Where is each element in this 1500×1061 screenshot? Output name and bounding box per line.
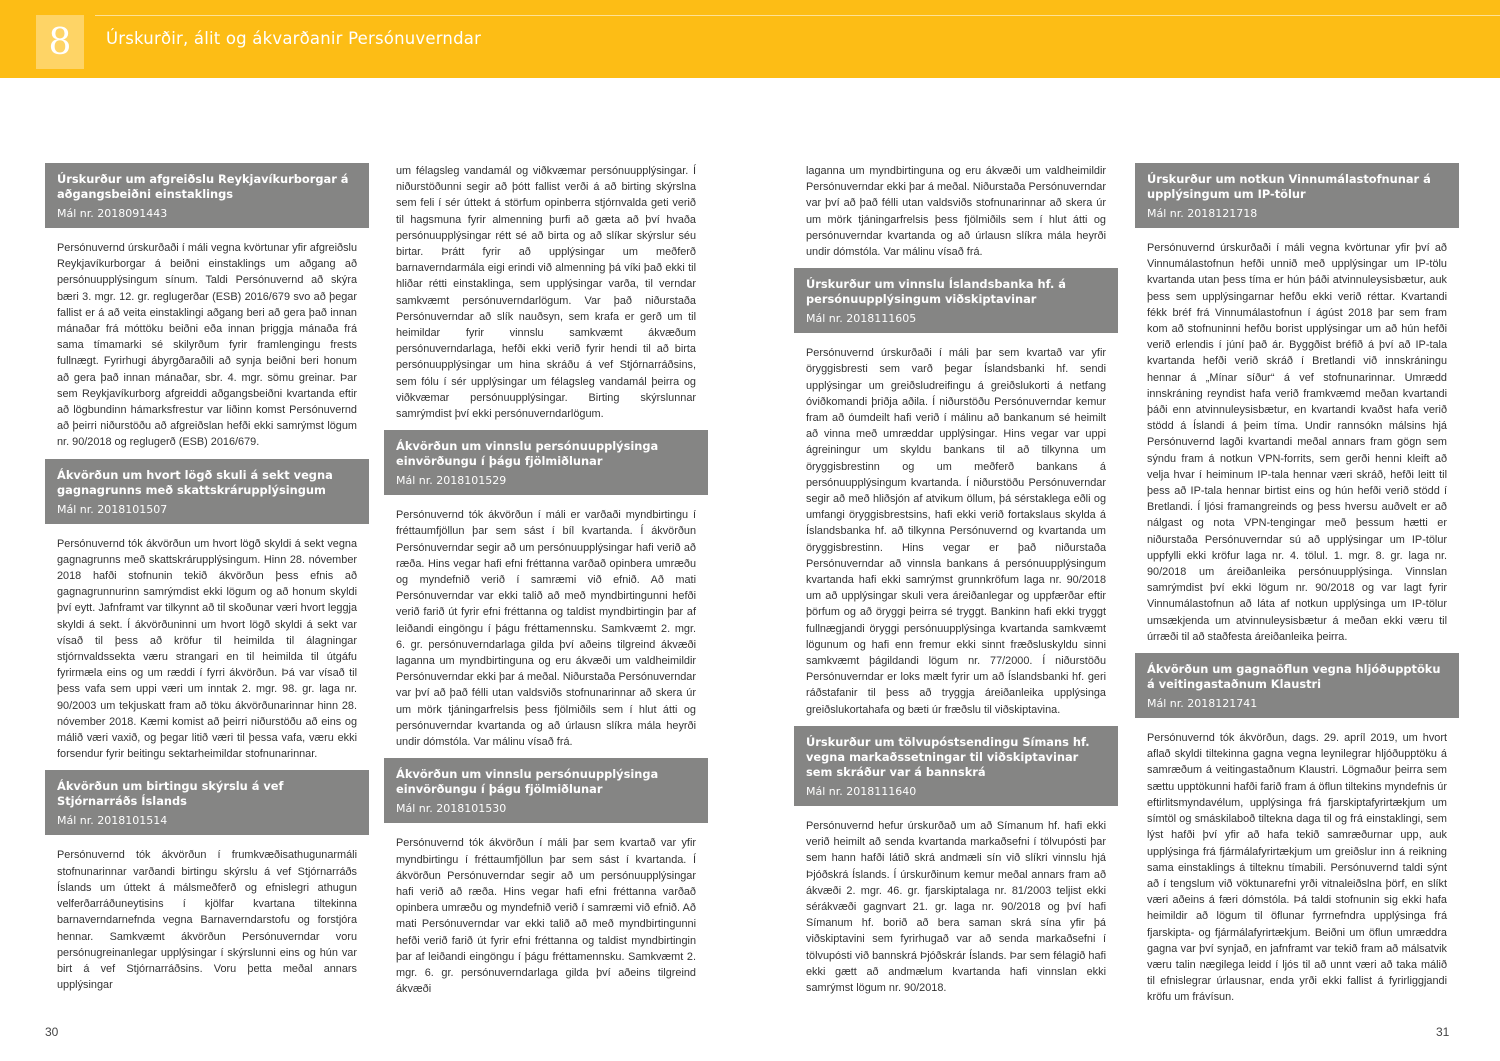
section-title: Úrskurður um notkun Vinnumálastofnunar á upplýsingum um IP-tölur [1147,172,1431,201]
chapter-title: Úrskurðir, álit og ákvarðanir Persónuverndar [106,29,482,48]
chapter-number-box [36,15,84,69]
section-body: Persónuvernd úrskurðaði í máli vegna kvörtunar yfir afgreiðslu Reykjavíkurborgar á beiðni einstaklings um aðgang að persónuupplýsingum sínum. Taldi Persónuvernd að skýra bæri 3. mgr. 12. gr. reglugerðar (ESB) 2016/679 svo að þegar fallist er á að veita einstaklingi aðgang beri að gera það innan mánaðar frá móttöku beiðni eða innan þriggja mánaða frá sama tímamarki sé skilyrðum fyrir framlengingu frests fullnægt. Fyrirhugi ábyrgðaraðili að synja beiðni beri honum að gera það innan mánaðar, sbr. 4. mgr. sömu greinar. Þar sem Reykjavíkurborg afgreiddi aðgangsbeiðni kvartanda eftir að lögbundinn hámarksfrestur var liðinn komst Persónuvernd að þeirri niðurstöðu að afgreiðslan hefði ekki samrýmst lögum nr. 90/2018 og reglugerð (ESB) 2016/679. [57,242,357,449]
section-title: Ákvörðun um vinnslu persónuupplýsinga einvörðungu í þágu fjölmiðlunar [396,767,659,797]
section-body: Persónuvernd tók ákvörðun í máli er varðaði myndbirtingu í fréttaumfjöllun þar sem sást í bíl kvartanda. Í ákvörðun Persónuverndar segir að um persónuupplýsingar hafi verið að ræða. Hins vegar hafi efni fréttanna varðað opinbera umræðu og myndefnið verið í samræmi við efnið. Að mati Persónuverndar var ekki talið að með myndbirtingunni hefði verið farið út fyrir efni fréttanna og taldist myndbirtingin þar af leiðandi eingöngu í þágu fréttamennsku. Samkvæmt 2. mgr. 6. gr. persónuverndarlaga gilda því aðeins tilgreind ákvæði laganna um myndbirtinguna og eru ákvæði um valdheimildir Persónuverndar ekki þar á meðal. Niðurstaða Persónuverndar var því að það félli utan valdsviðs stofnunarinnar að skera úr um mörk tjáningarfrelsis þess fjölmiðils sem í hlut átti og persónuverndar kvartanda og að úrlausn slíkra mála heyrði undir dómstóla. Var málinu vísað frá. [396,509,696,749]
section-title: Úrskurður um vinnslu Íslandsbanka hf. á persónuupplýsingum viðskiptavinar [806,277,1066,307]
section-title: Ákvörðun um gagnaöflun vegna hljóðupptöku á veitingastaðnum Klaustri [1147,662,1441,692]
continued-text: laganna um myndbirtinguna og eru ákvæði um valdheimildir Persónuverndar ekki þar á meðal. Niðurstaða Persónuverndar var því að það félli utan valdsviðs stofnunarinnar að skera úr um mörk tjáningarfrelsis þess fjölmiðils sem í hlut átti og persónuverndar kvartanda og að úrlausn slíkra mála heyrði undir dómstóla. Var málinu vísað frá. [806,165,1106,259]
section-body: Persónuvernd tók ákvörðun í máli þar sem kvartað var yfir myndbirtingu í fréttaumfjöllun þar sem sást í kvartanda. Í ákvörðun Persónuverndar segir að um persónuupplýsingar hafi verið að ræða. Hins vegar hafi efni fréttanna varðað opinbera umræðu og myndefnið verið í samræmi við efnið. Að mati Persónuverndar var ekki talið að með myndbirtingunni hefði verið farið út fyrir efni fréttanna og taldist myndbirtingin þar af leiðandi eingöngu í þágu fréttamennsku. Samkvæmt 2. mgr. 6. gr. persónuverndarlaga gilda því aðeins tilgreind ákvæði [396,837,696,996]
case-number: Mál nr. 2018111605 [806,312,917,326]
column-3 [794,163,1118,1004]
section-body: Persónuvernd úrskurðaði í máli vegna kvörtunar yfir því að Vinnumálastofnun hefði unnið með upplýsingar um IP-tölu kvartanda utan þess tíma er hún þáði atvinnuleysisbætur, auk þess sem upplýsingarnar hefðu ekki verið réttar. Kvartandi fékk bréf frá Vinnumálastofnun í ágúst 2018 þar sem fram kom að stofnuninni hefðu borist upplýsingar um að hún hefði verið erlendis í júní það ár. Byggðist bréfið á því að IP-tala kvartanda hefði verið skráð í Bretlandi við innskráningu hennar á „Mínar síður“ á vef stofnunarinnar. Umrædd innskráning reyndist hafa verið framkvæmd meðan kvartandi þáði enn atvinnuleysisbætur, en kvartandi kvaðst hafa verið stödd á Íslandi á þeim tíma. Undir rannsókn málsins hjá Persónuvernd lagði kvartandi meðal annars fram gögn sem sýndu fram á notkun VPN-forrits, sem gerði henni kleift að velja hvar í heiminum IP-tala hennar væri skráð, hefði leitt til þess að IP-tala hennar birtist eins og hún hefði verið stödd í Bretlandi. Í ljósi framangreinds og þess hversu auðvelt er að nálgast og nota VPN-tengingar með þessum hætti er niðurstaða Persónuverndar sú að upplýsingar um IP-tölur uppfylli ekki kröfur laga nr. 4. tölul. 1. mgr. 8. gr. laga nr. 90/2018 um áreiðanleika persónuupplýsinga. Vinnslan samrýmdist því ekki lögum nr. 90/2018 og var lagt fyrir Vinnumálastofnun að láta af notkun upplýsinga um IP-tölur umsækjenda um atvinnuleysisbætur á meðan ekki væru til úrræði til að staðfesta áreiðanleika þeirra. [1147,242,1447,643]
case-number: Mál nr. 2018101514 [57,814,168,828]
section-title: Ákvörðun um hvort lögð skuli á sekt vegna gagnagrunns með skattskrárupplýsingum [57,467,333,497]
section-header [794,726,1118,806]
section-title: Úrskurður um tölvupóstsendingu Símans hf. vegna markaðssetningar til viðskiptavinar sem skráður var á bannskrá [806,734,1090,779]
chapter-header-bar [0,0,1500,78]
section-header [45,459,369,524]
section-title: Ákvörðun um vinnslu persónuupplýsinga einvörðungu í þágu fjölmiðlunar [396,439,659,469]
case-number: Mál nr. 2018121718 [1147,207,1258,220]
section-header [1135,653,1459,718]
header-hairline [95,15,1500,16]
case-number: Mál nr. 2018121741 [1147,697,1258,711]
section-header [794,268,1118,333]
section-header [45,770,369,835]
page-number-right: 31 [1436,1025,1450,1039]
section-body: Persónuvernd tók ákvörðun um hvort lögð skyldi á sekt vegna gagnagrunns með skattskrárupplýsingum. Hinn 28. nóvember 2018 hafði stofnunin tekið ákvörðun þess efnis að gagnagrunnurinn samrýmdist ekki lögum og að honum skyldi því eytt. Jafnframt var tilkynnt að til skoðunar væri hvort leggja skyldi á sekt. Í ákvörðuninni um hvort lögð skyldi á sekt var vísað til þess að kröfur til heimilda til álagningar stjórnvaldssekta væru strangari en til heimilda til útgáfu fyrirmæla eins og um ræddi í fyrri ákvörðun. Þá var vísað til þess vafa sem uppi væri um inntak 2. mgr. 98. gr. laga nr. 90/2003 um tekjuskatt fram að töku ákvörðunarinnar hinn 28. nóvember 2018. Kæmi komist að þeirri niðurstöðu að eins og málið væri vaxið, og þegar litið væri til þessa vafa, væru ekki forsendur fyrir beitingu sektarheimildar stofnunarinnar. [57,537,357,761]
continued-text: um félagsleg vandamál og viðkvæmar persónuupplýsingar. Í niðurstöðunni segir að þótt fallist verði á að birting skýrslna sem feli í sér úttekt á störfum opinberra stjórnvalda geti verið til hagsmuna fyrir almenning þurfi að gæta að því hvaða persónuupplýsingar rétt sé að birta og að slíkar skýrslur séu birtar. Þrátt fyrir að upplýsingar um meðferð barnaverndarmála eigi erindi við almenning þá víki það ekki til hliðar rétti einstaklinga, sem upplýsingar varða, til verndar samkvæmt persónuverndarlögum. Var það niðurstaða Persónuverndar að slík nauðsyn, sem krafa er gerð um til heimildar fyrir vinnslu samkvæmt ákvæðum persónuverndarlaga, hefði ekki verið fyrir hendi til að birta persónuupplýsingar um hina skráðu á vef Stjórnarráðsins, sem fólu í sér upplýsingar um félagsleg vandamál þeirra og viðkvæmar persónuupplýsingar. Birting skýrslunnar samrýmdist því ekki persónuverndarlögum. [396,165,696,421]
case-number: Mál nr. 2018101507 [57,502,168,516]
section-title: Ákvörðun um birtingu skýrslu á vef Stjórnarráðs Íslands [57,779,284,809]
section-header [1135,163,1459,228]
case-number: Mál nr. 2018091443 [57,207,168,220]
section-body: Persónuvernd tók ákvörðun í frumkvæðisathugunarmáli stofnunarinnar varðandi birtingu skýrslu á vef Stjórnarráðs Íslands um úttekt á málsmeðferð og efnislegri athugun velferðarráðuneytisins í kjölfar kvartana tiltekinna barnaverndarnefnda vegna Barnaverndarstofu og forstjóra hennar. Samkvæmt ákvörðun Persónuverndar voru persónugreinanlegar upplýsingar í skýrslunni eins og hún var birt á vef Stjórnarráðsins. Voru þetta meðal annars upplýsingar [57,849,357,992]
case-number: Mál nr. 2018101530 [396,802,507,816]
section-header [45,163,369,228]
column-4 [1135,163,1459,1014]
page-number-left: 30 [45,1025,59,1039]
case-number: Mál nr. 2018111640 [806,784,917,798]
section-body: Persónuvernd úrskurðaði í máli þar sem kvartað var yfir öryggisbresti sem varð þegar Íslandsbanki hf. sendi upplýsingar um greiðsludreifingu á greiðslukorti á netfang óviðkomandi þriðja aðila. Í niðurstöðu Persónuverndar kemur fram að óumdeilt hafi verið í málinu að bankanum sé heimilt að vinna með umræddar upplýsingar. Hins vegar var uppi ágreiningur um skyldu bankans til að tilkynna um öryggisbrestinn og um meðferð bankans á persónuupplýsingum kvartanda. Í niðurstöðu Persónuverndar segir að með hliðsjón af atvikum öllum, þá sérstaklega eðli og umfangi öryggisbrestsins, hafi ekki verið fortakslaus skylda á Íslandsbanka hf. að tilkynna Persónuvernd og kvartanda um öryggisbrestinn. Hins vegar er það niðurstaða Persónuverndar að vinnsla bankans á persónuupplýsingum kvartanda hafi ekki samrýmst grunnkröfum laga nr. 90/2018 um að upplýsingar skuli vera áreiðanlegar og uppfærðar eftir þörfum og að öryggi þeirra sé tryggt. Bankinn hafi ekki tryggt fullnægjandi öryggi persónuupplýsinga kvartanda samkvæmt lögunum og hafi enn fremur ekki sinnt fræðsluskyldu sinni samkvæmt þágildandi lögum nr. 77/2000. Í niðurstöðu Persónuverndar er loks mælt fyrir um að Íslandsbanki hf. geri ráðstafanir til þess að tryggja áreiðanleika upplýsinga greiðslukortahafa og bæti úr fræðslu til viðskiptavina. [806,347,1106,716]
column-2 [384,163,708,1005]
case-number: Mál nr. 2018101529 [396,474,507,488]
section-header [384,430,708,495]
section-title: Úrskurður um afgreiðslu Reykjavíkurborgar á aðgangsbeiðni einstaklings [57,172,349,201]
section-header [384,758,708,823]
section-body: Persónuvernd hefur úrskurðað um að Símanum hf. hafi ekki verið heimilt að senda kvartanda markaðsefni í tölvupósti þar sem hann hafði látið skrá andmæli sín við slíkri vinnslu hjá Þjóðskrá Íslands. Í úrskurðinum kemur meðal annars fram að ákvæði 2. mgr. 46. gr. fjarskiptalaga nr. 81/2003 teljist ekki sérákvæði gagnvart 21. gr. laga nr. 90/2018 og því hafi Símanum hf. borið að bera saman skrá sína yfir þá viðskiptavini sem fyrirhugað var að senda markaðsefni í tölvupósti við bannskrá Þjóðskrár Íslands. Þar sem félagið hafi ekki gætt að andmælum kvartanda hafi vinnslan ekki samrýmst lögum nr. 90/2018. [806,819,1106,994]
chapter-number: 8 [48,21,72,63]
column-1 [45,163,369,1001]
section-body: Persónuvernd tók ákvörðun, dags. 29. apríl 2019, um hvort aflað skyldi tiltekinna gagna vegna leynilegrar hljóðupptöku á samræðum á veitingastaðnum Klaustri. Lögmaður þeirra sem sættu upptökunni hafði farið fram á öflun tiltekins myndefnis úr eftirlitsmyndavélum, upplýsinga frá fjarskiptafyrirtækjum um símtöl og smáskilaboð tiltekna daga til og frá einstaklingi, sem lýst hafði því yfir að hafa tekið samræðurnar upp, auk upplýsinga frá fjármálafyrirtækjum um greiðslur inn á reikning sama einstaklings á tilteknu tímabili. Persónuvernd taldi sýnt að í tengslum við vöktunarefni yrði vitnaleiðslna þörf, en slíkt væri aðeins á færi dómstóla. Þá taldi stofnunin sig ekki hafa heimildir að lögum til öflunar fyrrnefndra upplýsinga frá fjarskipta- og fjármálafyrirtækjum. Beiðni um öflun umræddra gagna var því synjað, en jafnframt var tekið fram að málsatvik væru talin nægilega leidd í ljós til að unnt væri að taka málið til efnislegrar úrlausnar, enda yrði ekki fallist á fyrirliggjandi kröfu um frávísun. [1147,732,1447,1004]
